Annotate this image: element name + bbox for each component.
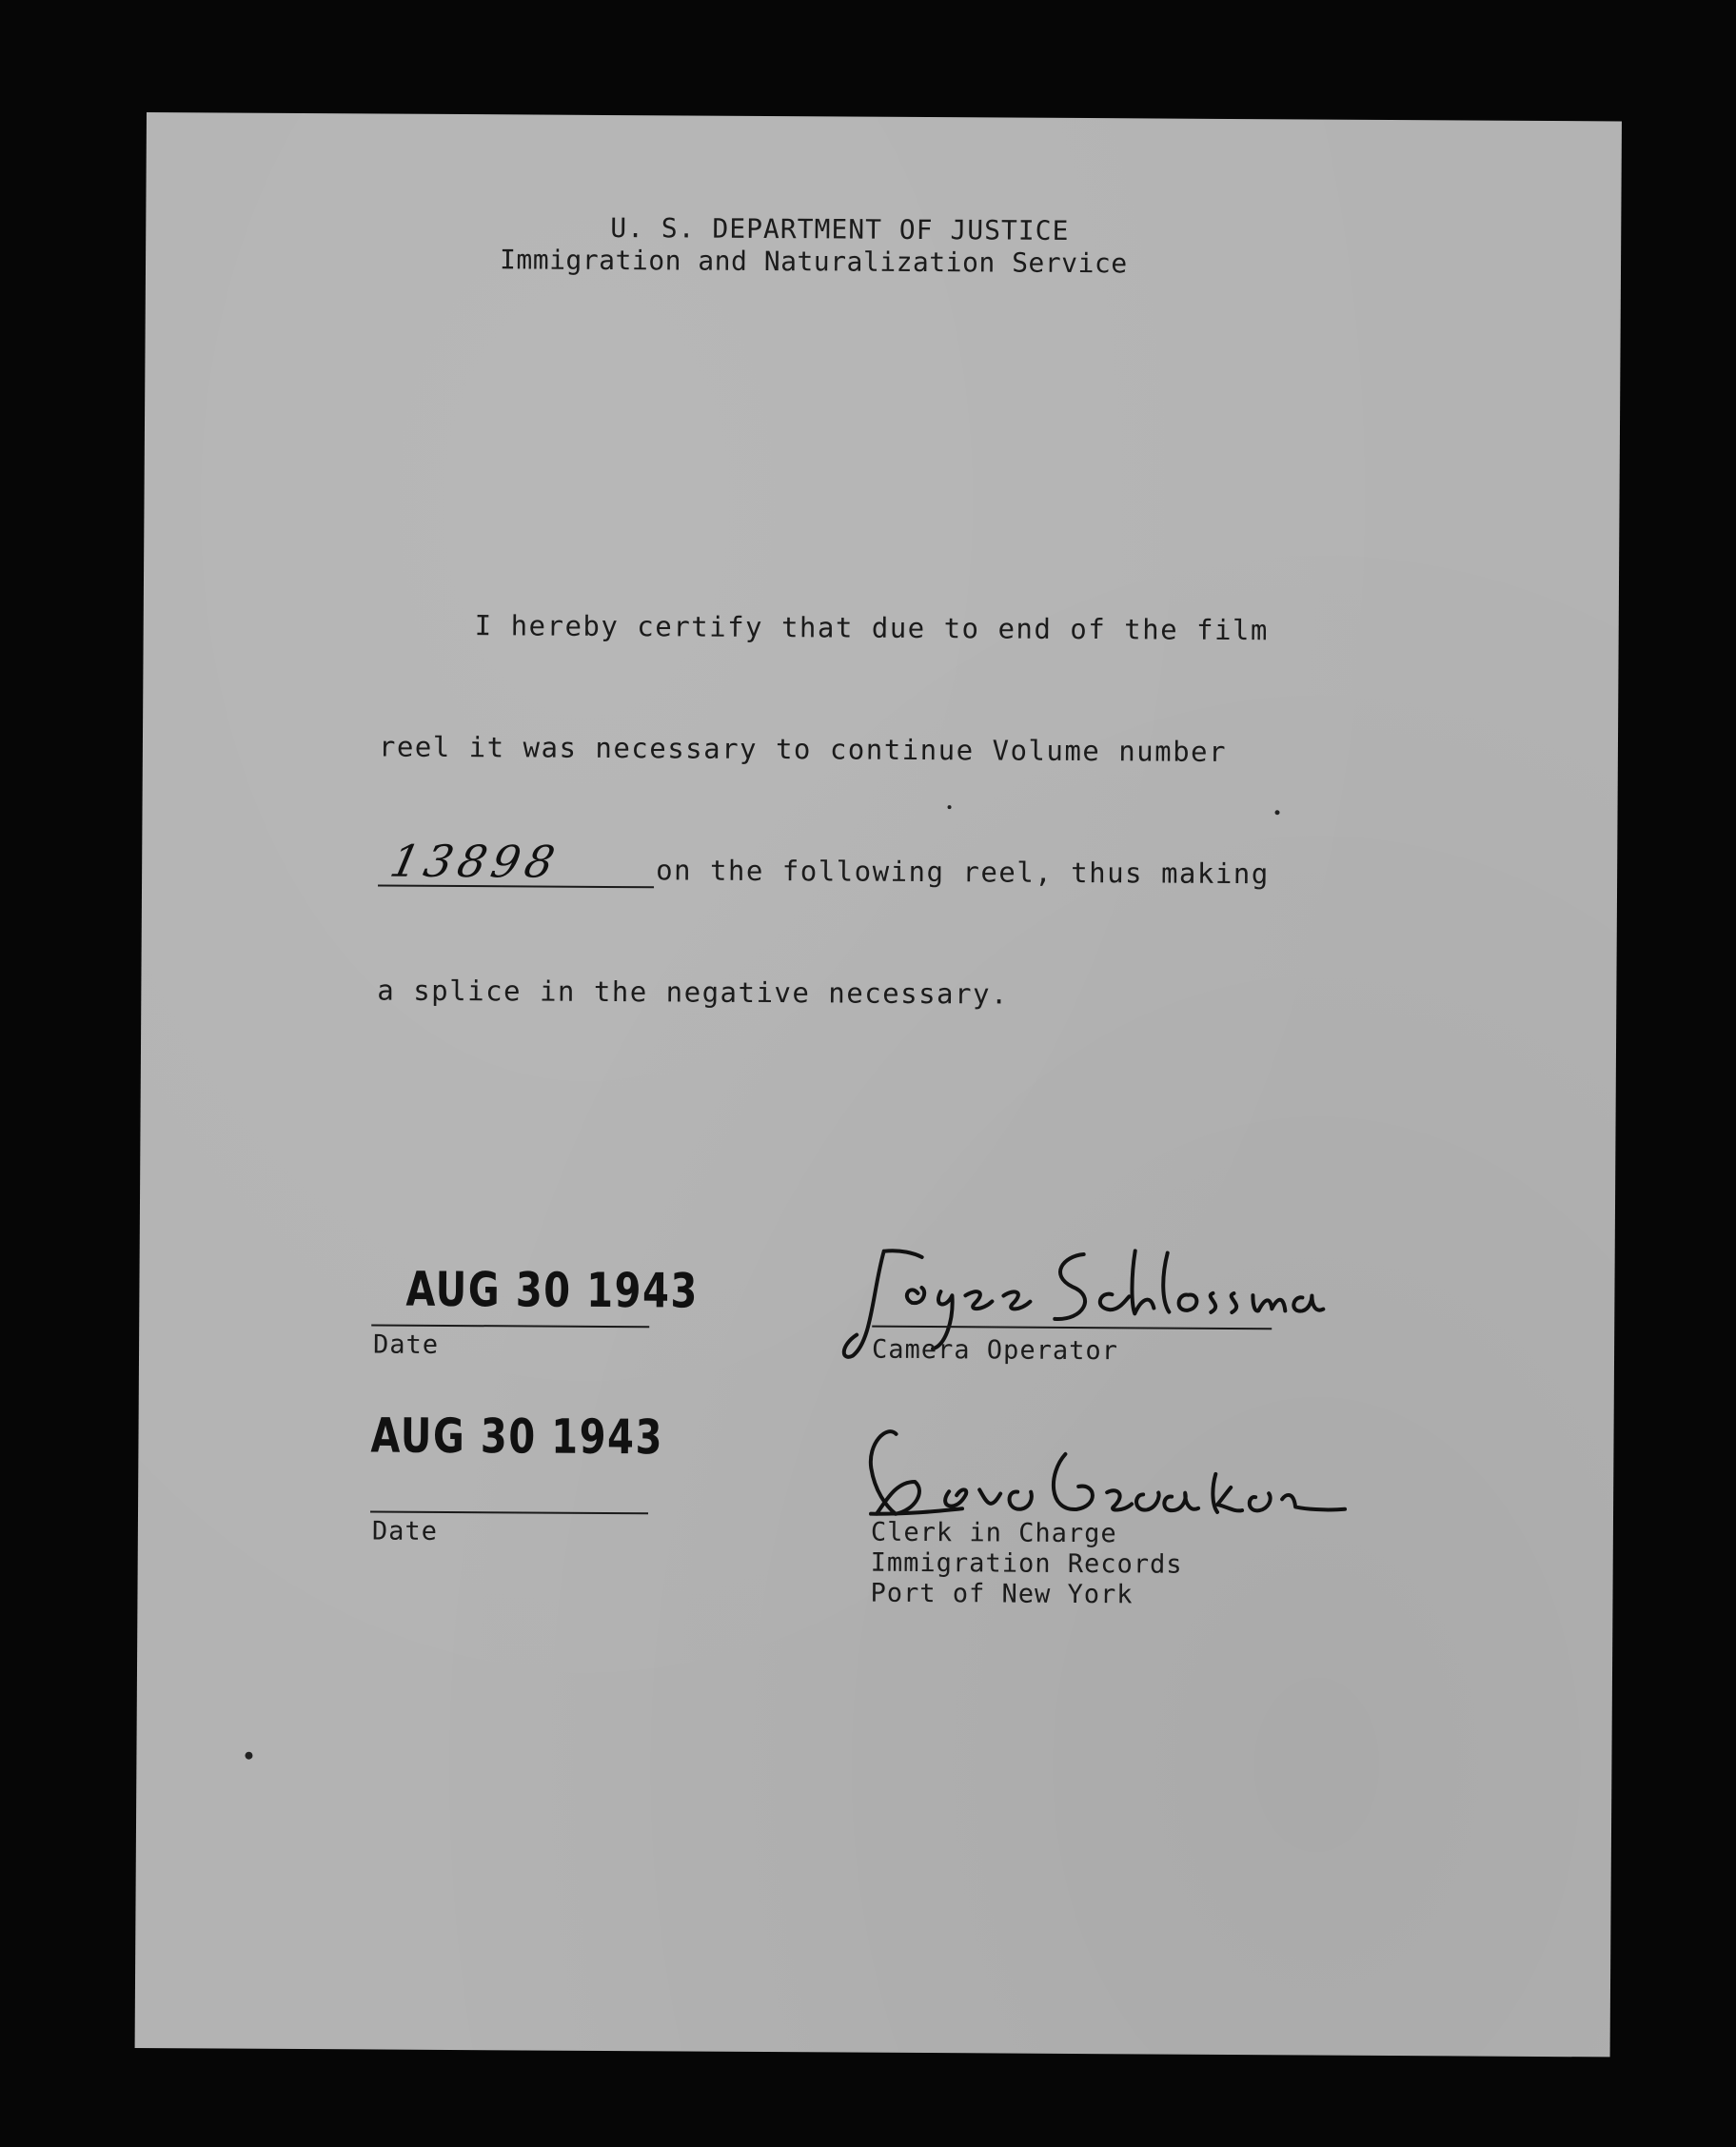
date-label-1: Date <box>372 1330 440 1360</box>
camera-operator-label: Camera Operator <box>871 1334 1119 1367</box>
scan-speck <box>245 1752 252 1760</box>
certificate-line-3: on the following reel, thus making <box>656 854 1270 891</box>
scan-speck <box>948 805 952 809</box>
service-heading: Immigration and Naturalization Service <box>499 244 1128 280</box>
document-page <box>135 112 1622 2057</box>
date-line-1 <box>371 1324 649 1328</box>
clerk-signature <box>858 1415 1353 1532</box>
date-line-2 <box>370 1510 648 1514</box>
certificate-line-1: I hereby certify that due to end of the film <box>474 609 1270 647</box>
date-stamp-2: AUG 30 1943 <box>370 1408 664 1466</box>
volume-number-handwritten: 13898 <box>385 835 565 888</box>
date-label-2: Date <box>371 1516 439 1546</box>
clerk-role-line-1: Clerk in Charge <box>870 1517 1117 1549</box>
clerk-role-line-3: Port of New York <box>870 1578 1134 1610</box>
certificate-line-2: reel it was necessary to continue Volume number <box>378 730 1228 768</box>
volume-number-underline <box>378 884 654 888</box>
certificate-line-4: a splice in the negative necessary. <box>377 974 1010 1011</box>
date-stamp-1: AUG 30 1943 <box>405 1261 700 1319</box>
clerk-role-line-2: Immigration Records <box>870 1547 1183 1580</box>
department-heading: U. S. DEPARTMENT OF JUSTICE <box>610 211 1070 246</box>
scan-speck <box>1275 810 1280 815</box>
